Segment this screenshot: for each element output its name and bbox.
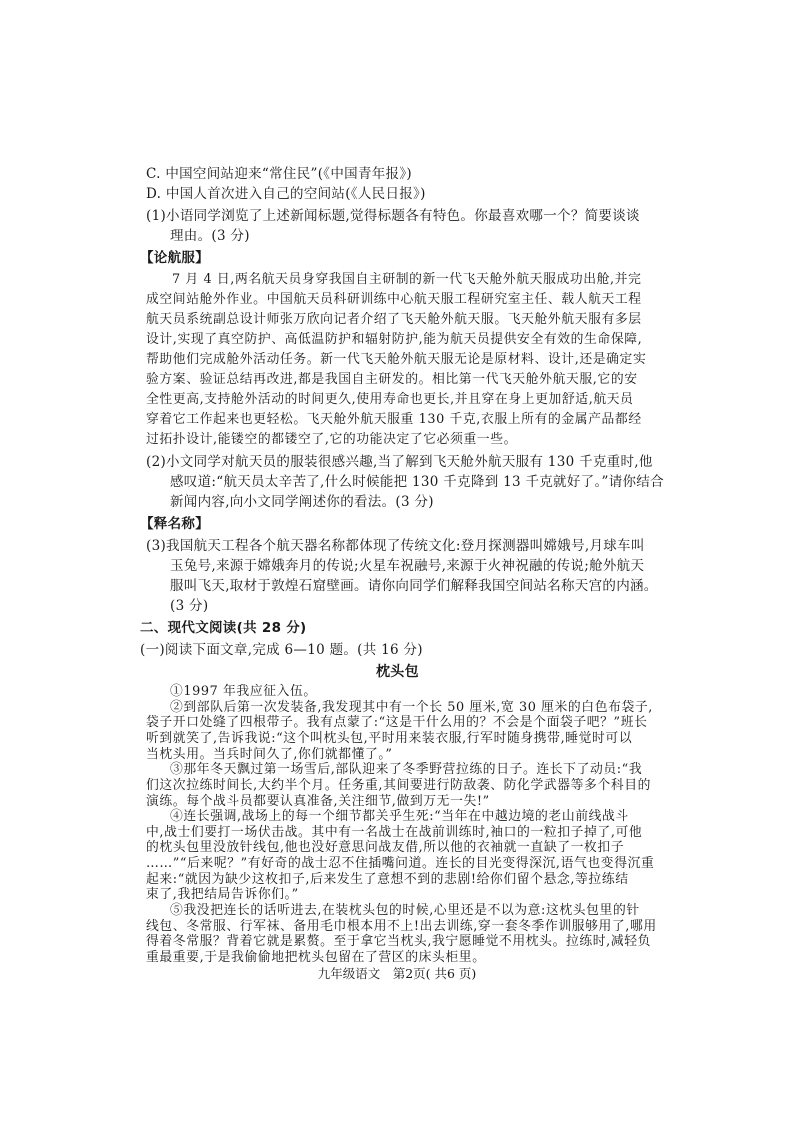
passage-line: 航天员系统副总设计师张万欣向记者介绍了飞天舱外航天服。飞天舱外航天服有多层 bbox=[146, 312, 642, 327]
article-line: 重最重要,于是我偷偷地把枕头包留在了营区的床头柜里。 bbox=[146, 950, 486, 965]
article-line: 袋子开口处缝了四根带子。我有点蒙了:“这是干什么用的？不会是个面袋子吧？”班长 bbox=[146, 715, 648, 730]
article-line: 的枕头包里没放针线包,他也没好意思问战友借,所以他的衣袖就一直缺了一枚扣子 bbox=[146, 840, 625, 855]
question-1-line: 理由。(3 分) bbox=[170, 228, 250, 244]
article-line: 中,战士们要打一场伏击战。其中有一名战士在战前训练时,袖口的一粒扣子掉了,可他 bbox=[146, 825, 643, 840]
passage-line: 过拓扑设计,能镂空的都镂空了,它的功能决定了它必须重一些。 bbox=[146, 432, 518, 447]
question-3-line: 玉兔号,来源于嫦娥奔月的传说;火星车祝融号,来源于火神祝融的传说;舱外航天 bbox=[170, 558, 645, 574]
passage-line: 验方案、验证总结再改进,都是我国自主研发的。相比第一代飞天舱外航天服,它的安 bbox=[146, 372, 638, 387]
passage-line: 帮助他们完成舱外活动任务。新一代飞天舱外航天服无论是原材料、设计,还是确定实 bbox=[146, 352, 647, 367]
article-line: ③那年冬天飘过第一场雪后,部队迎来了冬季野营拉练的日子。连长下了动员:“我 bbox=[170, 762, 643, 777]
article-title: 枕头包 bbox=[376, 664, 419, 680]
article-line: 听到就笑了,告诉我说:“这个叫枕头包,平时用来装衣服,行军时随身携带,睡觉时可以 bbox=[146, 731, 633, 746]
article-line: 得着冬常服？背着它就是累赘。至于拿它当枕头,我宁愿睡觉不用枕头。拉练时,减轻负 bbox=[146, 934, 652, 949]
article-line: 演练。每个战斗员都要认真准备,关注细节,做到万无一失!” bbox=[146, 794, 490, 809]
option-c: C. 中国空间站迎来“常住民”(《中国青年报》) bbox=[146, 166, 412, 182]
article-line: 束了,我把结局告诉你们。” bbox=[146, 887, 299, 902]
article-line: ④连长强调,战场上的每一个细节都关乎生死:“当年在中越边境的老山前线战斗 bbox=[170, 809, 629, 824]
page-footer: 九年级语文 第2页( 共6 页) bbox=[317, 966, 477, 981]
article-line: 当枕头用。当兵时间久了,你们就都懂了。” bbox=[146, 747, 393, 762]
question-2-line: 新闻内容,向小文同学阐述你的看法。(3 分) bbox=[170, 494, 434, 510]
part-2-heading: 二、现代文阅读(共 28 分) bbox=[140, 620, 307, 636]
article-line: 线包、冬常服、行军袜、备用毛巾根本用不上!出去训练,穿一套冬季作训服够用了,哪用 bbox=[146, 919, 657, 934]
article-line: 起来:“就因为缺少这枚扣子,后来发生了意想不到的悲剧!给你们留个悬念,等拉练结 bbox=[146, 872, 629, 887]
article-line: ……”“后来呢？”有好奇的战士忍不住插嘴问道。连长的目光变得深沉,语气也变得沉重 bbox=[146, 856, 655, 871]
part-2-subheading: (一)阅读下面文章,完成 6—10 题。(共 16 分) bbox=[140, 642, 423, 658]
question-3-line: (3)我国航天工程各个航天器名称都体现了传统文化:登月探测器叫嫦娥号,月球车叫 bbox=[146, 538, 645, 554]
question-2-line: 感叹道:“航天员太辛苦了,什么时候能把 130 千克降到 13 千克就好了。”请你结合 bbox=[170, 474, 664, 490]
option-d: D. 中国人首次进入自己的空间站(《人民日报》) bbox=[146, 186, 426, 202]
question-3-line: (3 分) bbox=[170, 598, 209, 614]
passage-line: 7 月 4 日,两名航天员身穿我国自主研制的新一代飞天舱外航天服成功出舱,并完 bbox=[172, 272, 642, 287]
question-3-line: 服叫飞天,取材于敦煌石窟壁画。请你向同学们解释我国空间站名称天宫的内涵。 bbox=[170, 578, 658, 594]
article-line: ⑤我没把连长的话听进去,在装枕头包的时候,心里还是不以为意:这枕头包里的针 bbox=[170, 903, 640, 918]
section-heading-lun-hangfu: 【论航服】 bbox=[140, 250, 209, 266]
article-line: 们这次拉练时间长,大约半个月。任务重,其间要进行防敌袭、防化学武器等多个科目的 bbox=[146, 778, 652, 793]
passage-line: 设计,实现了真空防护、高低温防护和辐射防护,能为航天员提供安全有效的生命保障, bbox=[146, 332, 643, 347]
passage-line: 全性更高,支持舱外活动的时间更久,使用寿命也更长,并且穿在身上更加舒适,航天员 bbox=[146, 392, 634, 407]
passage-line: 成空间站舱外作业。中国航天员科研训练中心航天服工程研究室主任、载人航天工程 bbox=[146, 292, 642, 307]
article-line: ①1997 年我应征入伍。 bbox=[170, 684, 317, 699]
section-heading-shi-mingcheng: 【释名称】 bbox=[140, 516, 209, 532]
passage-line: 穿着它工作起来也更轻松。飞天舱外航天服重 130 千克,衣服上所有的金属产品都经 bbox=[146, 412, 642, 427]
question-2-line: (2)小文同学对航天员的服装很感兴趣,当了解到飞天舱外航天服有 130 千克重时,他 bbox=[146, 454, 653, 470]
question-1-line: (1)小语同学浏览了上述新闻标题,觉得标题各有特色。你最喜欢哪一个？简要谈谈 bbox=[146, 208, 640, 224]
article-line: ②到部队后第一次发装备,我发现其中有一个长 50 厘米,宽 30 厘米的白色布袋子, bbox=[170, 700, 653, 715]
